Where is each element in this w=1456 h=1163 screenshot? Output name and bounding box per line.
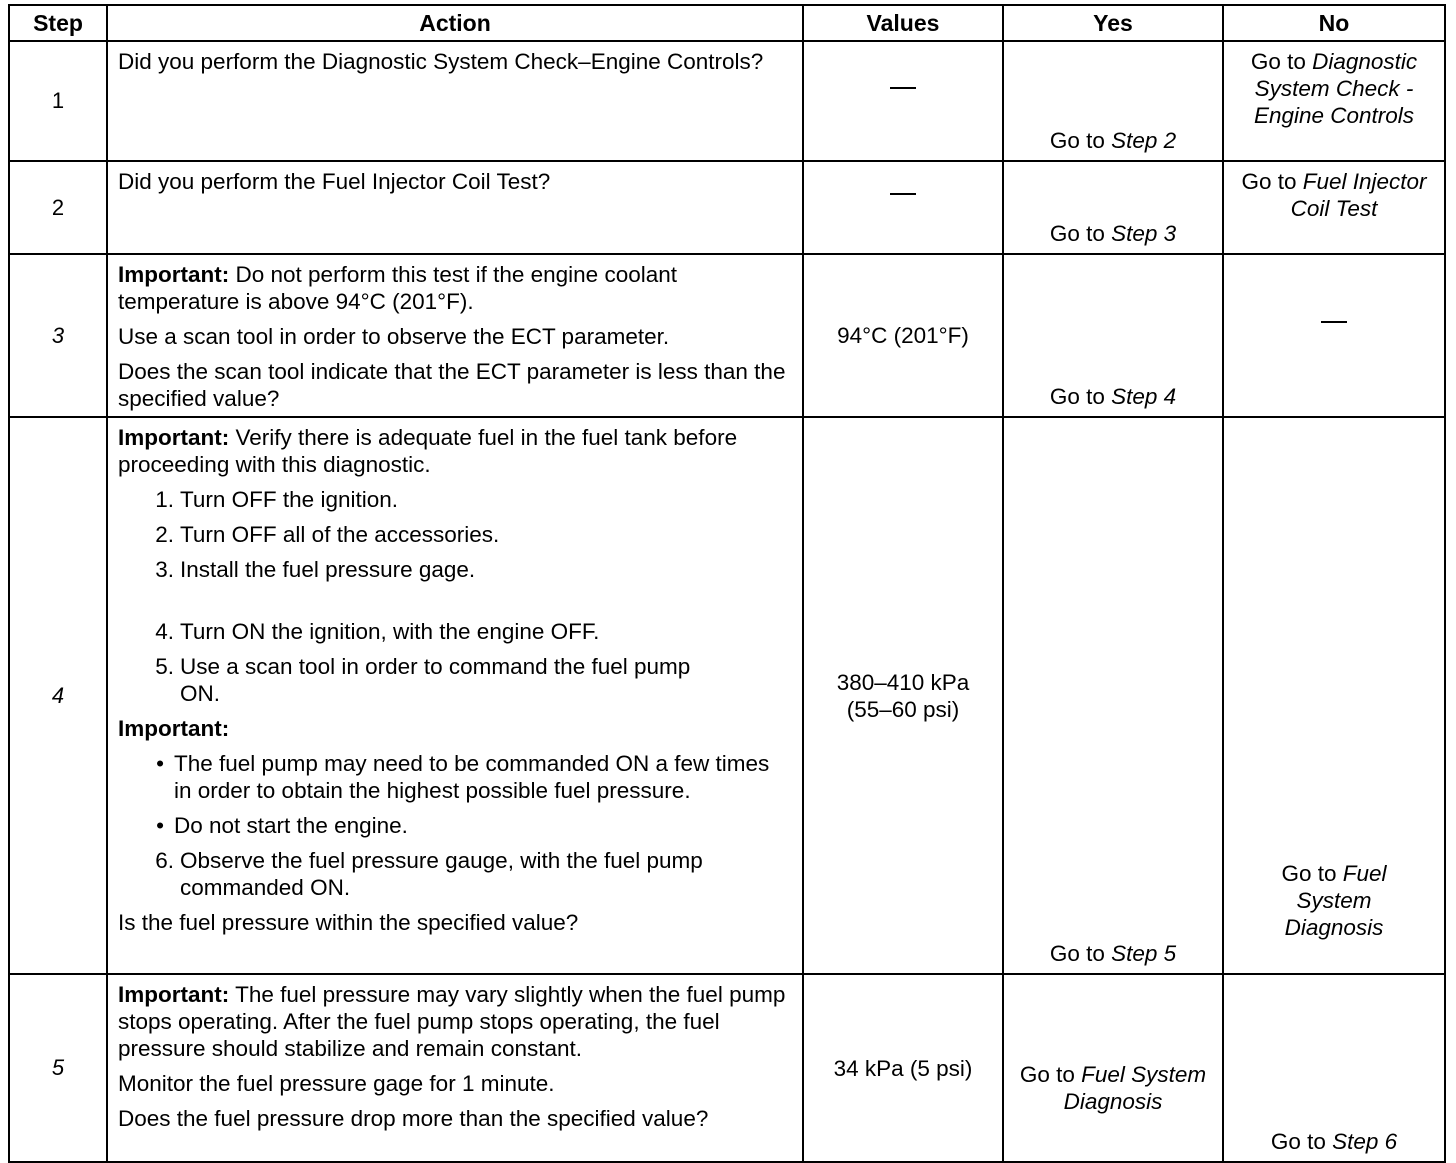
step-index: 4. <box>155 619 174 644</box>
no-cell <box>1223 974 1445 1162</box>
yes-prefix: Go to <box>1049 221 1112 246</box>
no-prefix: Go to <box>1250 49 1313 74</box>
numbered-step <box>118 653 702 707</box>
step-text: Turn OFF the ignition. <box>180 487 399 512</box>
value-cell: 94°C (201°F) <box>803 254 1003 417</box>
yes-prefix: Go to <box>1049 941 1112 966</box>
empty-value-dash <box>890 193 916 222</box>
value-cell <box>803 417 1003 974</box>
step-index: 5. <box>155 654 174 679</box>
table-row <box>9 161 1445 254</box>
action-cell <box>107 974 803 1162</box>
diagnostic-table <box>8 4 1446 1163</box>
header-step: Step <box>9 5 107 41</box>
action-text: Use a scan tool in order to observe the ECT parameter. <box>118 324 670 349</box>
step-text: Turn OFF all of the accessories. <box>180 522 500 547</box>
bullet-icon: • <box>156 751 164 776</box>
bullet-item <box>118 812 792 839</box>
header-row <box>9 5 1445 41</box>
numbered-step <box>118 521 792 548</box>
step-index: 6. <box>155 848 174 873</box>
no-cell <box>1223 161 1445 254</box>
yes-link[interactable]: Step 3 <box>1111 221 1177 246</box>
table-row <box>9 974 1445 1162</box>
step-number: 1 <box>9 41 107 161</box>
step-text: Turn ON the ignition, with the engine OFF. <box>180 619 600 644</box>
empty-no-dash <box>1321 321 1347 350</box>
value-line: (55–60 psi) <box>846 696 960 722</box>
yes-cell <box>1003 41 1223 161</box>
step-index: 3. <box>155 557 174 582</box>
numbered-step <box>118 556 792 583</box>
yes-prefix: Go to <box>1049 384 1112 409</box>
action-question: Is the fuel pressure within the specified value? <box>118 910 579 935</box>
value-cell: 34 kPa (5 psi) <box>803 974 1003 1162</box>
important-label: Important: <box>118 262 230 287</box>
yes-cell <box>1003 417 1223 974</box>
header-no: No <box>1223 5 1445 41</box>
important-label: Important: <box>118 425 230 450</box>
no-link[interactable]: Diagnostic System Check - Engine Controls <box>1253 49 1418 128</box>
no-cell <box>1223 417 1445 974</box>
yes-prefix: Go to <box>1049 128 1112 153</box>
action-question: Does the fuel pressure drop more than the specified value? <box>118 1106 709 1131</box>
no-prefix: Go to <box>1270 1129 1333 1154</box>
important-label: Important: <box>118 716 230 741</box>
action-text: Monitor the fuel pressure gage for 1 minute. <box>118 1071 555 1096</box>
action-question: Does the scan tool indicate that the ECT parameter is less than the specified value? <box>118 359 786 411</box>
header-values: Values <box>803 5 1003 41</box>
action-cell <box>107 161 803 254</box>
value-cell <box>803 161 1003 254</box>
value-cell <box>803 41 1003 161</box>
no-cell <box>1223 41 1445 161</box>
action-text: Did you perform the Diagnostic System Check–Engine Controls? <box>118 49 764 74</box>
yes-cell <box>1003 254 1223 417</box>
header-action: Action <box>107 5 803 41</box>
step-number: 3 <box>9 254 107 417</box>
important-note <box>118 715 792 742</box>
yes-link[interactable]: Step 2 <box>1111 128 1177 153</box>
important-note <box>118 981 792 1062</box>
step-number: 4 <box>9 417 107 974</box>
yes-link[interactable]: Fuel System Diagnosis <box>1063 1062 1207 1114</box>
step-number: 5 <box>9 974 107 1162</box>
yes-prefix: Go to <box>1019 1062 1082 1087</box>
no-link[interactable]: Fuel System Diagnosis <box>1284 861 1387 940</box>
step-index: 1. <box>155 487 174 512</box>
no-link[interactable]: Fuel Injector Coil Test <box>1290 169 1427 221</box>
no-cell <box>1223 254 1445 417</box>
step-text: Observe the fuel pressure gauge, with the fuel pump commanded ON. <box>180 848 703 900</box>
important-note <box>118 424 792 478</box>
header-yes: Yes <box>1003 5 1223 41</box>
action-cell <box>107 41 803 161</box>
yes-link[interactable]: Step 4 <box>1111 384 1177 409</box>
table-row <box>9 254 1445 417</box>
important-note <box>118 261 792 315</box>
step-text: Use a scan tool in order to command the fuel pump ON. <box>180 654 691 706</box>
action-text: Did you perform the Fuel Injector Coil Test? <box>118 169 551 194</box>
important-text: Do not perform this test if the engine coolant temperature is above 94°C (201°F). <box>118 262 677 314</box>
numbered-step <box>118 847 792 901</box>
table-row <box>9 41 1445 161</box>
bullet-item <box>118 750 792 804</box>
bullet-text: The fuel pump may need to be commanded ON a few times in order to obtain the highest possible fuel pressure. <box>174 751 770 803</box>
step-index: 2. <box>155 522 174 547</box>
no-link[interactable]: Step 6 <box>1332 1129 1398 1154</box>
action-cell <box>107 417 803 974</box>
empty-value-dash <box>890 87 916 116</box>
no-prefix: Go to <box>1281 861 1343 886</box>
numbered-step <box>118 486 792 513</box>
important-label: Important: <box>118 982 230 1007</box>
action-cell <box>107 254 803 417</box>
yes-cell <box>1003 161 1223 254</box>
step-number: 2 <box>9 161 107 254</box>
step-text: Install the fuel pressure gage. <box>180 557 476 582</box>
bullet-icon: • <box>156 813 164 838</box>
yes-link[interactable]: Step 5 <box>1111 941 1177 966</box>
bullet-text: Do not start the engine. <box>174 813 408 838</box>
yes-cell <box>1003 974 1223 1162</box>
important-text: The fuel pressure may vary slightly when the fuel pump stops operating. After the fuel pump stops operating, the fuel pressure should stabilize and remain constant. <box>118 982 786 1061</box>
no-prefix: Go to <box>1241 169 1303 194</box>
value-line: 380–410 kPa <box>836 669 970 695</box>
numbered-step <box>118 618 792 645</box>
table-row <box>9 417 1445 974</box>
important-text: Verify there is adequate fuel in the fuel tank before proceeding with this diagnostic. <box>118 425 738 477</box>
